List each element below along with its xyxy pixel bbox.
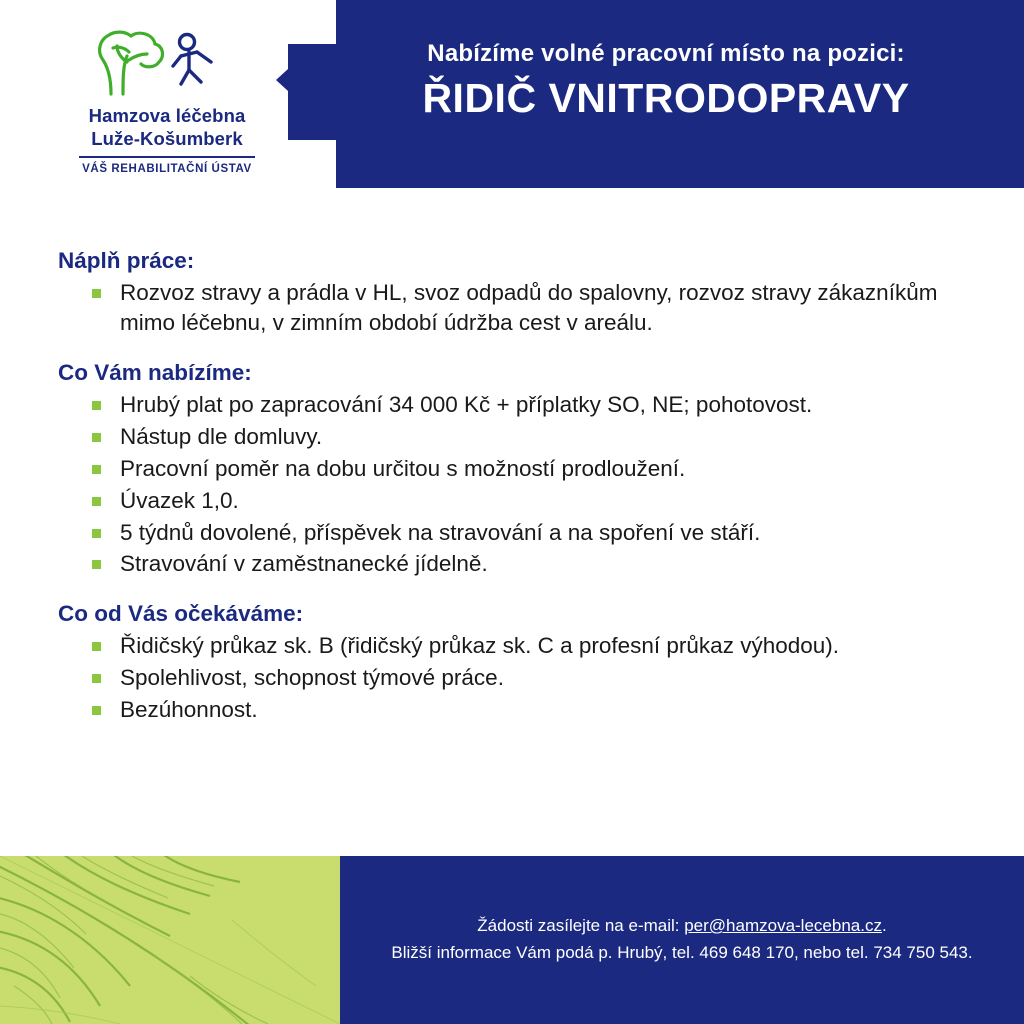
list-item: Úvazek 1,0. bbox=[92, 486, 984, 516]
section-title-1: Co Vám nabízíme: bbox=[58, 359, 252, 385]
footer-contact-block bbox=[340, 912, 1024, 966]
list-item: Bezúhonnost. bbox=[92, 695, 984, 725]
logo-name bbox=[42, 104, 292, 150]
section-list-2 bbox=[0, 631, 1024, 725]
footer-line-email bbox=[340, 912, 1024, 939]
list-item: Spolehlivost, schopnost týmové práce. bbox=[92, 663, 984, 693]
logo-divider bbox=[79, 156, 255, 158]
banner-notch-bottom bbox=[288, 140, 336, 188]
list-item: Rozvoz stravy a prádla v HL, svoz odpadů do spalovny, rozvoz stravy zákazníkům mimo léčebnu, v zimním období údržba cest v areálu. bbox=[92, 278, 984, 338]
section-title-2: Co od Vás očekáváme: bbox=[58, 601, 304, 627]
tree-with-person-icon bbox=[42, 22, 292, 100]
footer-email-prefix: Žádosti zasílejte na e-mail: bbox=[477, 916, 685, 935]
section-title-0: Náplň práce: bbox=[58, 248, 195, 273]
list-item: Pracovní poměr na dobu určitou s možností prodloužení. bbox=[92, 454, 984, 484]
list-item: 5 týdnů dovolené, příspěvek na stravování a na spoření ve stáří. bbox=[92, 518, 984, 548]
list-item: Řidičský průkaz sk. B (řidičský průkaz sk. C a profesní průkaz výhodou). bbox=[92, 631, 984, 661]
logo-tagline: VÁŠ REHABILITAČNÍ ÚSTAV bbox=[82, 163, 252, 176]
poster-footer bbox=[0, 856, 1024, 1024]
banner-notch-top bbox=[288, 0, 336, 44]
logo-name-line1: Hamzova léčebna bbox=[88, 105, 246, 126]
section-list-0 bbox=[0, 278, 1024, 338]
banner-eyebrow: Nabízíme volné pracovní místo na pozici: bbox=[427, 40, 905, 67]
logo-block bbox=[42, 22, 292, 175]
list-item: Nástup dle domluvy. bbox=[92, 422, 984, 452]
email-link[interactable]: per@hamzova-lecebna.cz bbox=[684, 916, 882, 935]
banner-text-block bbox=[336, 40, 996, 122]
poster-content bbox=[0, 188, 1024, 856]
footer-line-phone: Bližší informace Vám podá p. Hrubý, tel. 469 648 170, nebo tel. 734 750 543. bbox=[391, 943, 973, 963]
banner-position-title: ŘIDIČ VNITRODOPRAVY bbox=[422, 74, 910, 121]
footer-email-suffix: . bbox=[881, 916, 887, 935]
poster-header bbox=[0, 0, 1024, 188]
list-item: Stravování v zaměstnanecké jídelně. bbox=[92, 549, 984, 579]
list-item: Hrubý plat po zapracování 34 000 Kč + příplatky SO, NE; pohotovost. bbox=[92, 390, 984, 420]
section-list-1 bbox=[0, 390, 1024, 580]
logo-name-line2: Luže-Košumberk bbox=[91, 128, 243, 150]
leaf-graphic bbox=[0, 856, 340, 1024]
